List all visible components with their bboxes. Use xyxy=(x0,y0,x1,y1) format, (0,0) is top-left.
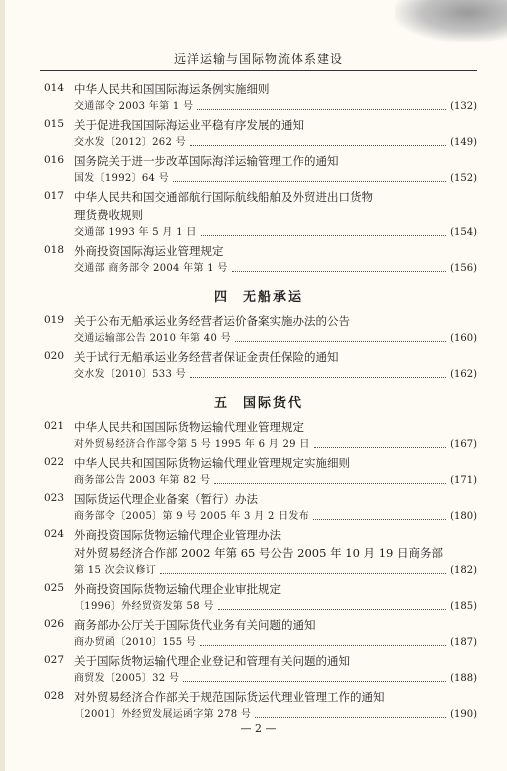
page-number: — 2 — xyxy=(240,722,277,735)
entry-page: (185) xyxy=(450,601,477,612)
entry-title: 关于试行无船承运业务经营者保证金责任保险的通知 xyxy=(74,350,339,364)
entry-page: (162) xyxy=(450,369,477,380)
entry-page: (187) xyxy=(450,637,477,648)
dot-leader xyxy=(173,181,446,182)
toc-entry[interactable] xyxy=(40,490,477,526)
toc-entry[interactable] xyxy=(40,652,477,688)
entry-source: 商办贸函〔2010〕155 号 xyxy=(74,637,197,648)
page-edge xyxy=(0,0,5,771)
entry-page: (154) xyxy=(450,227,477,238)
entry-source-line xyxy=(74,598,477,616)
entry-source-line xyxy=(74,436,477,454)
entry-source-line xyxy=(74,634,477,652)
entry-source-line xyxy=(74,260,477,278)
entry-source: 国发〔1992〕64 号 xyxy=(74,173,169,184)
entry-source: 交通部 商务部令 2004 年第 1 号 xyxy=(74,263,228,274)
entry-title: 关于国际货物运输代理企业登记和管理有关问题的通知 xyxy=(74,654,350,668)
dot-leader xyxy=(190,145,446,146)
entry-number: 023 xyxy=(44,492,65,504)
entry-number: 018 xyxy=(44,244,65,256)
section-number: 五 xyxy=(213,396,229,411)
entry-source-line xyxy=(74,472,477,490)
entry-number: 020 xyxy=(44,350,65,362)
entry-title: 国务院关于进一步改革国际海洋运输管理工作的通知 xyxy=(74,154,339,168)
entry-number: 014 xyxy=(44,82,65,94)
entry-page: (160) xyxy=(450,333,477,344)
dot-leader xyxy=(218,609,446,610)
section-heading xyxy=(40,394,477,414)
entry-page: (149) xyxy=(450,137,477,148)
entry-title: 外商投资国际海运业管理规定 xyxy=(74,244,224,258)
entry-page: (171) xyxy=(450,475,477,486)
entry-number: 027 xyxy=(44,654,65,666)
toc-entry[interactable] xyxy=(40,312,477,348)
entry-number: 024 xyxy=(44,528,65,540)
entry-source: 商务部令〔2005〕第 9 号 2005 年 3 月 2 日发布 xyxy=(74,511,310,522)
entry-source: 〔2001〕外经贸发展运函字第 278 号 xyxy=(74,709,252,720)
entry-title: 对外贸易经济合作部关于规范国际货运代理业管理工作的通知 xyxy=(74,690,385,704)
entry-title: 外商投资国际货物运输代理企业管理办法 xyxy=(74,528,281,542)
dot-leader xyxy=(197,109,446,110)
dot-leader xyxy=(232,271,446,272)
dot-leader xyxy=(255,717,446,718)
entry-source: 交通部 1993 年 5 月 1 日 xyxy=(74,227,197,238)
section-heading xyxy=(40,288,477,308)
entry-title: 外商投资国际货物运输代理企业审批规定 xyxy=(74,582,281,596)
toc-entry[interactable] xyxy=(40,616,477,652)
dot-leader xyxy=(160,573,446,574)
entry-source: 对外贸易经济合作部令第 5 号 1995 年 6 月 29 日 xyxy=(74,439,310,450)
entry-number: 022 xyxy=(44,456,65,468)
entry-title: 中华人民共和国交通部航行国际航线船舶及外贸进出口货物 xyxy=(74,190,373,204)
toc-entry[interactable] xyxy=(40,580,477,616)
toc-entry[interactable] xyxy=(40,348,477,384)
dot-leader xyxy=(235,341,446,342)
entry-number: 017 xyxy=(44,190,65,202)
entry-source: 交水发〔2010〕533 号 xyxy=(74,369,186,380)
entry-number: 015 xyxy=(44,118,65,130)
entry-source-line xyxy=(74,670,477,688)
entry-source: 〔1996〕外经贸资发第 58 号 xyxy=(74,601,214,612)
entry-number: 019 xyxy=(44,314,65,326)
toc-entry[interactable] xyxy=(40,188,477,242)
toc-entry[interactable] xyxy=(40,80,477,116)
entry-title: 中华人民共和国国际货物运输代理业管理规定 xyxy=(74,420,304,434)
dot-leader xyxy=(314,447,446,448)
entry-source: 第 15 次会议修订 xyxy=(74,565,157,576)
section-title: 无船承运 xyxy=(243,290,304,305)
dot-leader xyxy=(313,519,446,520)
entry-source-line xyxy=(74,508,477,526)
entry-source: 商务部公告 2003 年第 82 号 xyxy=(74,475,211,486)
toc-entry[interactable] xyxy=(40,116,477,152)
section-number: 四 xyxy=(213,290,229,305)
entry-page: (132) xyxy=(450,101,477,112)
entry-page: (190) xyxy=(450,709,477,720)
running-header: 远洋运输与国际物流体系建设 xyxy=(173,52,343,66)
entry-source-line xyxy=(74,562,477,580)
entry-title: 关于促进我国国际海运业平稳有序发展的通知 xyxy=(74,118,304,132)
toc-entry[interactable] xyxy=(40,526,477,580)
scan-blot xyxy=(395,0,507,42)
toc-entry[interactable] xyxy=(40,418,477,454)
dot-leader xyxy=(190,377,446,378)
toc-entry[interactable] xyxy=(40,688,477,724)
entry-title: 商务部办公厅关于国际货代业务有关问题的通知 xyxy=(74,618,316,632)
entry-page: (152) xyxy=(450,173,477,184)
entry-page: (180) xyxy=(450,511,477,522)
toc-entry[interactable] xyxy=(40,242,477,278)
entry-number: 025 xyxy=(44,582,65,594)
entry-title: 理货费收规则 xyxy=(74,208,143,222)
dot-leader xyxy=(201,235,446,236)
entry-source-line xyxy=(74,134,477,152)
entry-title: 中华人民共和国国际海运条例实施细则 xyxy=(74,82,270,96)
toc-entry[interactable] xyxy=(40,454,477,490)
entry-number: 026 xyxy=(44,618,65,630)
entry-source: 交通部令 2003 年第 1 号 xyxy=(74,101,194,112)
entry-source-line xyxy=(74,330,477,348)
dot-leader xyxy=(214,483,446,484)
entry-source-line xyxy=(74,224,477,242)
entry-number: 021 xyxy=(44,420,65,432)
entry-source-line xyxy=(74,366,477,384)
entry-page: (167) xyxy=(450,439,477,450)
entry-number: 016 xyxy=(44,154,65,166)
entry-source-line xyxy=(74,170,477,188)
header-rule xyxy=(40,70,477,71)
entry-number: 028 xyxy=(44,690,65,702)
entry-page: (182) xyxy=(450,565,477,576)
table-of-contents xyxy=(40,80,477,724)
entry-source: 商贸发〔2005〕32 号 xyxy=(74,673,180,684)
entry-source: 交通运输部公告 2010 年第 40 号 xyxy=(74,333,231,344)
dot-leader xyxy=(200,645,446,646)
entry-title: 关于公布无船承运业务经营者运价备案实施办法的公告 xyxy=(74,314,350,328)
entry-page: (156) xyxy=(450,263,477,274)
entry-title: 对外贸易经济合作部 2002 年第 65 号公告 2005 年 10 月 19 日商务部 xyxy=(74,546,443,560)
entry-source-line xyxy=(74,98,477,116)
section-title: 国际货代 xyxy=(243,396,304,411)
dot-leader xyxy=(183,681,446,682)
entry-title: 国际货运代理企业备案（暂行）办法 xyxy=(74,492,258,506)
entry-source: 交水发〔2012〕262 号 xyxy=(74,137,186,148)
entry-title: 中华人民共和国国际货物运输代理业管理规定实施细则 xyxy=(74,456,350,470)
entry-page: (188) xyxy=(450,673,477,684)
toc-entry[interactable] xyxy=(40,152,477,188)
